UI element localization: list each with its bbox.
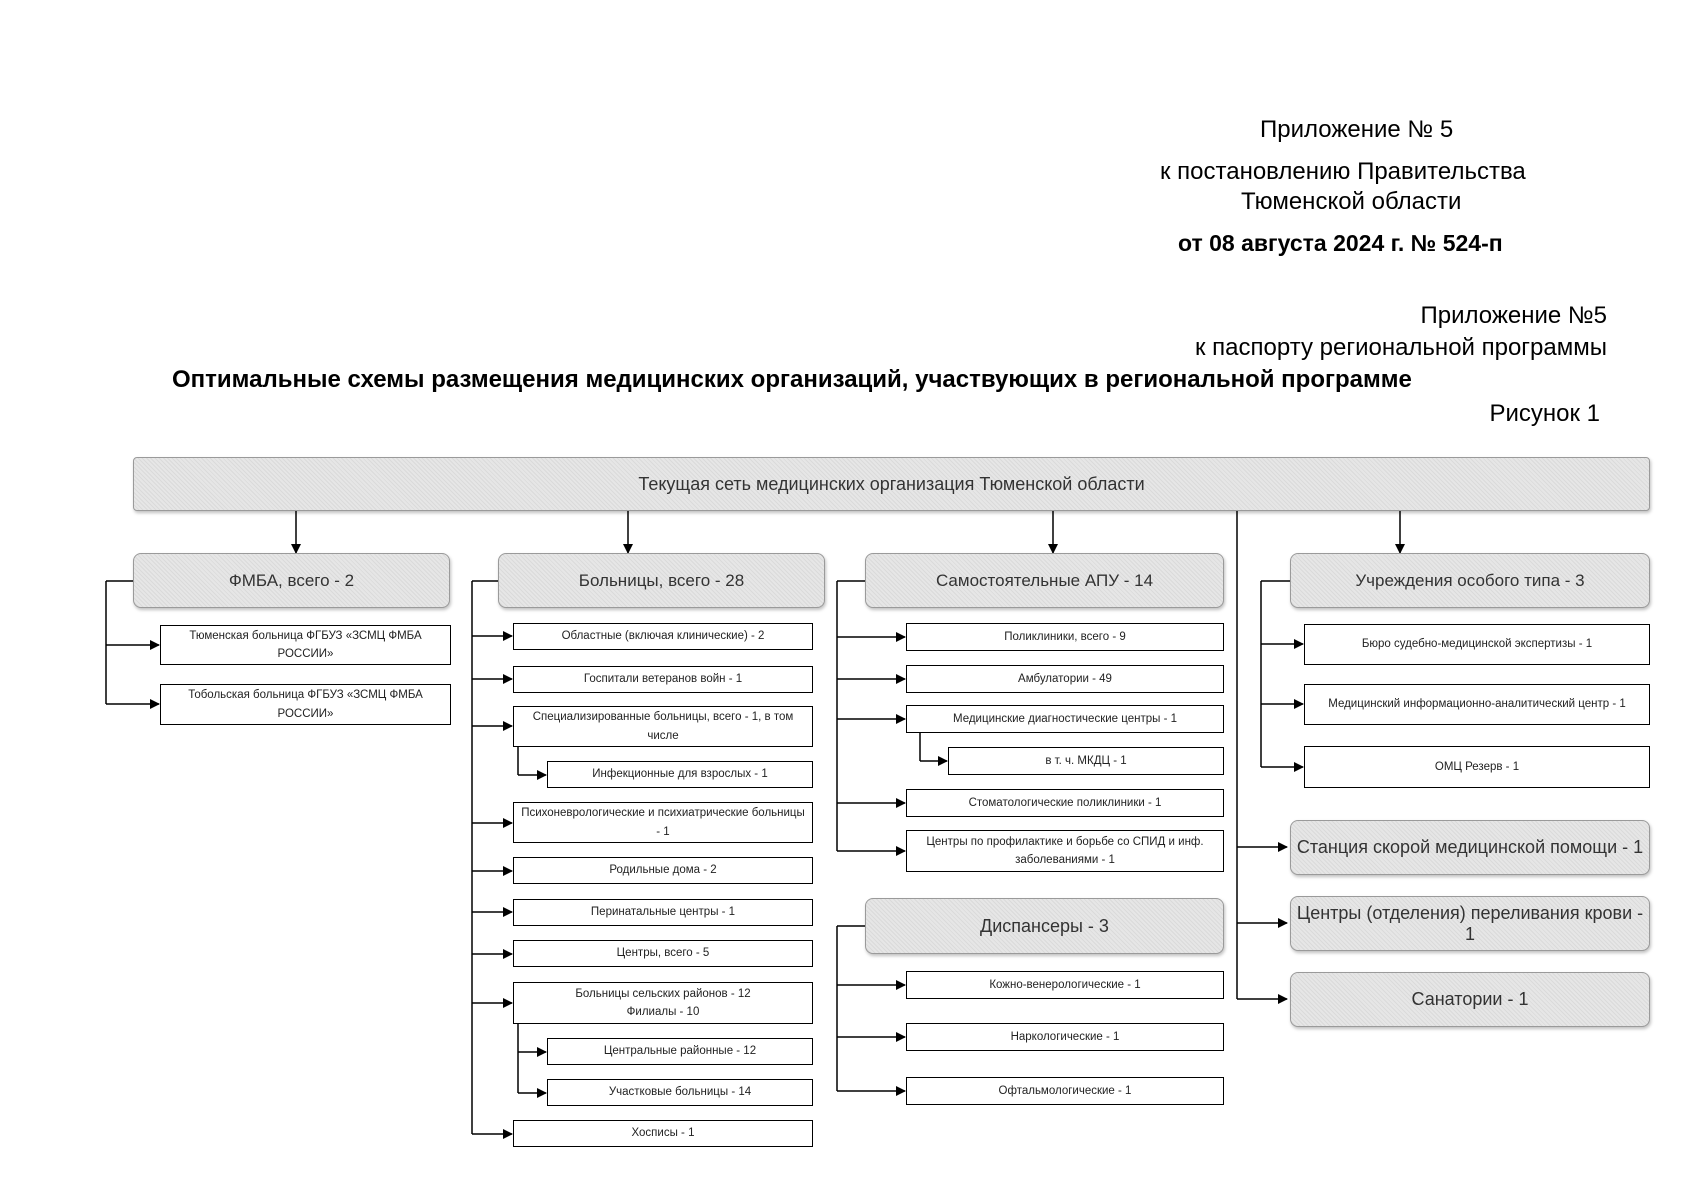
special-item: ОМЦ Резерв - 1 xyxy=(1304,746,1650,788)
dispensaries-item: Офтальмологические - 1 xyxy=(906,1077,1224,1105)
fmba-item: Тюменская больница ФГБУЗ «ЗСМЦ ФМБА РОССИИ» xyxy=(160,625,451,665)
passport-appendix-line: к паспорту региональной программы xyxy=(1195,334,1607,361)
hospitals-item: Госпитали ветеранов войн - 1 xyxy=(513,666,813,693)
fmba-item: Тобольская больница ФГБУЗ «ЗСМЦ ФМБА РОССИИ» xyxy=(160,684,451,725)
ambulance-station-node: Станция скорой медицинской помощи - 1 xyxy=(1290,820,1650,875)
hospitals-item: Больницы сельских районов - 12 Филиалы - 10 xyxy=(513,982,813,1024)
apu-subitem: в т. ч. МКДЦ - 1 xyxy=(948,747,1224,775)
page-title: Оптимальные схемы размещения медицинских организаций, участвующих в региональной программе xyxy=(172,366,1412,393)
sanatoria-node: Санатории - 1 xyxy=(1290,972,1650,1027)
apu-item: Поликлиники, всего - 9 xyxy=(906,623,1224,651)
blood-centers-node: Центры (отделения) переливания крови - 1 xyxy=(1290,896,1650,951)
appendix-number: Приложение № 5 xyxy=(1260,116,1454,143)
apu-item: Стоматологические поликлиники - 1 xyxy=(906,789,1224,817)
appendix-resolution-line: к постановлению Правительства xyxy=(1160,158,1526,185)
fmba-node: ФМБА, всего - 2 xyxy=(133,553,450,608)
hospitals-item: Перинатальные центры - 1 xyxy=(513,899,813,926)
dispensaries-node: Диспансеры - 3 xyxy=(865,898,1224,954)
apu-item: Медицинские диагностические центры - 1 xyxy=(906,705,1224,733)
hospitals-item: Специализированные больницы, всего - 1, в том числе xyxy=(513,706,813,747)
figure-label: Рисунок 1 xyxy=(1489,400,1600,427)
hospitals-item: Областные (включая клинические) - 2 xyxy=(513,623,813,650)
hospitals-subitem: Инфекционные для взрослых - 1 xyxy=(547,761,813,788)
special-node: Учреждения особого типа - 3 xyxy=(1290,553,1650,608)
hospitals-item: Хосписы - 1 xyxy=(513,1120,813,1147)
apu-item: Центры по профилактике и борьбе со СПИД и инф. заболеваниями - 1 xyxy=(906,830,1224,872)
apu-node: Самостоятельные АПУ - 14 xyxy=(865,553,1224,608)
hospitals-item: Родильные дома - 2 xyxy=(513,857,813,884)
root-node: Текущая сеть медицинских организация Тюменской области xyxy=(133,457,1650,511)
apu-item: Амбулатории - 49 xyxy=(906,665,1224,693)
appendix-region-line: Тюменской области xyxy=(1241,188,1462,215)
hospitals-item: Психоневрологические и психиатрические больницы - 1 xyxy=(513,802,813,843)
hospitals-node: Больницы, всего - 28 xyxy=(498,553,825,608)
hospitals-item: Центры, всего - 5 xyxy=(513,940,813,967)
dispensaries-item: Наркологические - 1 xyxy=(906,1023,1224,1051)
appendix-date: от 08 августа 2024 г. № 524-п xyxy=(1178,230,1503,256)
dispensaries-item: Кожно-венерологические - 1 xyxy=(906,971,1224,999)
passport-appendix-number: Приложение №5 xyxy=(1420,302,1607,329)
special-item: Медицинский информационно-аналитический центр - 1 xyxy=(1304,684,1650,725)
hospitals-subitem: Центральные районные - 12 xyxy=(547,1038,813,1065)
special-item: Бюро судебно-медицинской экспертизы - 1 xyxy=(1304,624,1650,665)
hospitals-subitem: Участковые больницы - 14 xyxy=(547,1079,813,1106)
